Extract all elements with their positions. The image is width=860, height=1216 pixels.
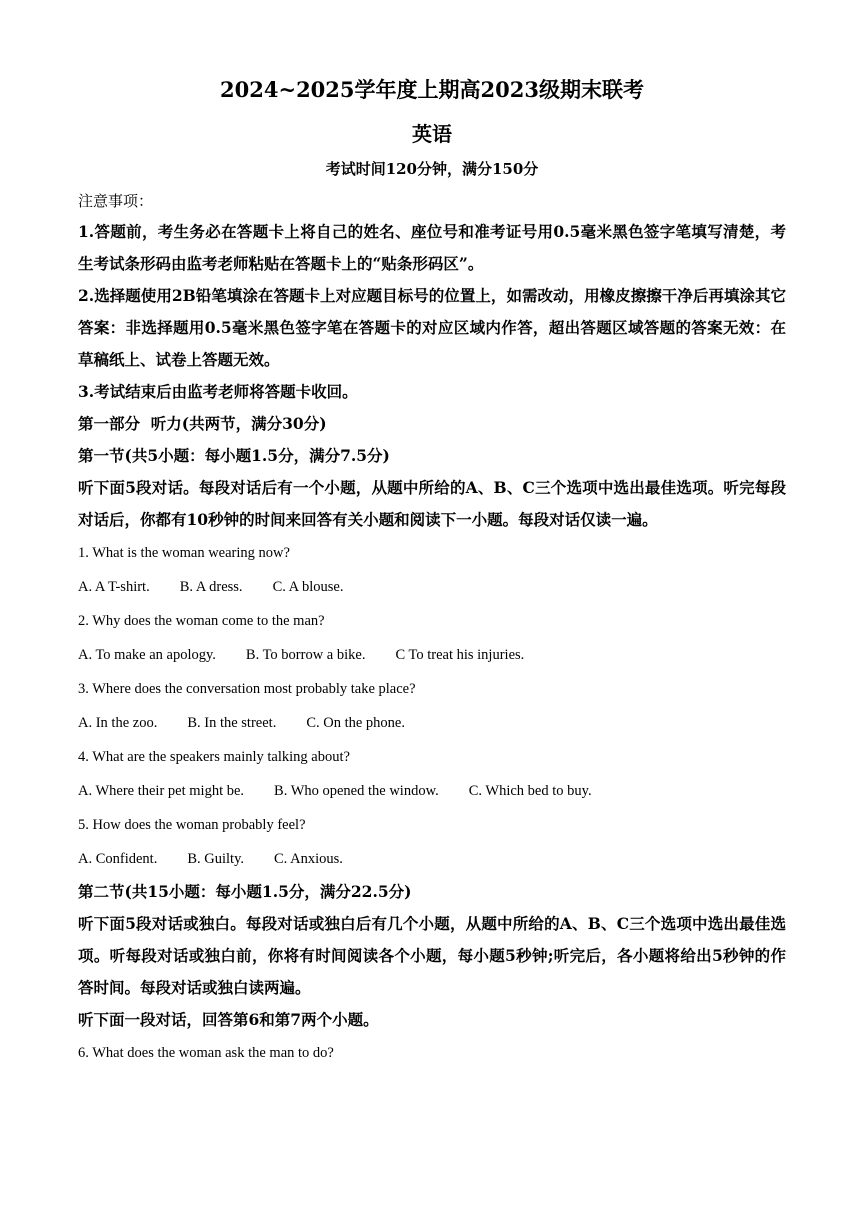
option-c: C. On the phone. xyxy=(306,715,405,731)
option-c: C To treat his injuries. xyxy=(395,647,525,663)
section2-heading: 第二节(共15小题：每小题1.5分，满分22.5分) xyxy=(78,882,412,901)
question-6: 6. What does the woman ask the man to do? xyxy=(78,1045,334,1061)
note-item-2: 2.选择题使用2B铅笔填涂在答题卡上对应题目标号的位置上，如需改动，用橡皮擦擦干净后再填涂其它答案：非选择题用0.5毫米黑色签字笔在答题卡的对应区域内作答，超出答题区域答题的答案无效：在草稿纸上、试卷上答题无效。 xyxy=(78,286,786,369)
exam-page xyxy=(78,72,786,1070)
question-5-options xyxy=(78,842,786,876)
dialogue-intro: 听下面一段对话，回答第6和第7两个小题。 xyxy=(78,1010,379,1029)
section1-instructions: 听下面5段对话。每段对话后有一个小题，从题中所给的A、B、C三个选项中选出最佳选项。听完每段对话后，你都有10秒钟的时间来回答有关小题和阅读下一小题。每段对话仅读一遍。 xyxy=(78,478,786,529)
question-1-options xyxy=(78,570,786,604)
option-a: A. Where their pet might be. xyxy=(78,783,245,799)
option-b: B. Guilty. xyxy=(187,851,245,867)
note-item-3: 3.考试结束后由监考老师将答题卡收回。 xyxy=(78,382,358,401)
option-a: A. A T-shirt. xyxy=(78,579,150,595)
question-4: 4. What are the speakers mainly talking about? xyxy=(78,749,350,765)
option-a: A. In the zoo. xyxy=(78,715,158,731)
option-c: C. A blouse. xyxy=(272,579,344,595)
option-b: B. Who opened the window. xyxy=(274,783,439,799)
part1-heading: 第一部分 听力(共两节，满分30分) xyxy=(78,414,327,433)
section2-instructions: 听下面5段对话或独白。每段对话或独白后有几个小题，从题中所给的A、B、C三个选项中选出最佳选项。听每段对话或独白前，你将有时间阅读各个小题，每小题5秒钟;听完后，各小题将给出5秒钟的作答时间。每段对话或独白读两遍。 xyxy=(78,914,786,997)
question-2: 2. Why does the woman come to the man? xyxy=(78,613,325,629)
option-a: A. Confident. xyxy=(78,851,158,867)
notes-heading: 注意事项： xyxy=(78,192,154,210)
option-b: B. In the street. xyxy=(187,715,277,731)
question-3: 3. Where does the conversation most probably take place? xyxy=(78,681,416,697)
question-2-options xyxy=(78,638,786,672)
option-b: B. A dress. xyxy=(179,579,243,595)
option-b: B. To borrow a bike. xyxy=(245,647,366,663)
exam-info: 考试时间120分钟，满分150分 xyxy=(325,160,539,178)
section1-heading: 第一节(共5小题：每小题1.5分，满分7.5分) xyxy=(78,446,390,465)
question-5: 5. How does the woman probably feel? xyxy=(78,817,306,833)
question-3-options xyxy=(78,706,786,740)
exam-title: 2024~2025学年度上期高2023级期末联考 xyxy=(220,77,644,102)
note-item-1: 1.答题前，考生务必在答题卡上将自己的姓名、座位号和准考证号用0.5毫米黑色签字笔填写清楚，考生考试条形码由监考老师粘贴在答题卡上的“贴条形码区”。 xyxy=(78,222,786,273)
option-a: A. To make an apology. xyxy=(78,647,216,663)
option-c: C. Anxious. xyxy=(274,851,343,867)
question-1: 1. What is the woman wearing now? xyxy=(78,545,290,561)
question-4-options xyxy=(78,774,786,808)
subject-title: 英语 xyxy=(412,122,452,146)
option-c: C. Which bed to buy. xyxy=(468,783,592,799)
